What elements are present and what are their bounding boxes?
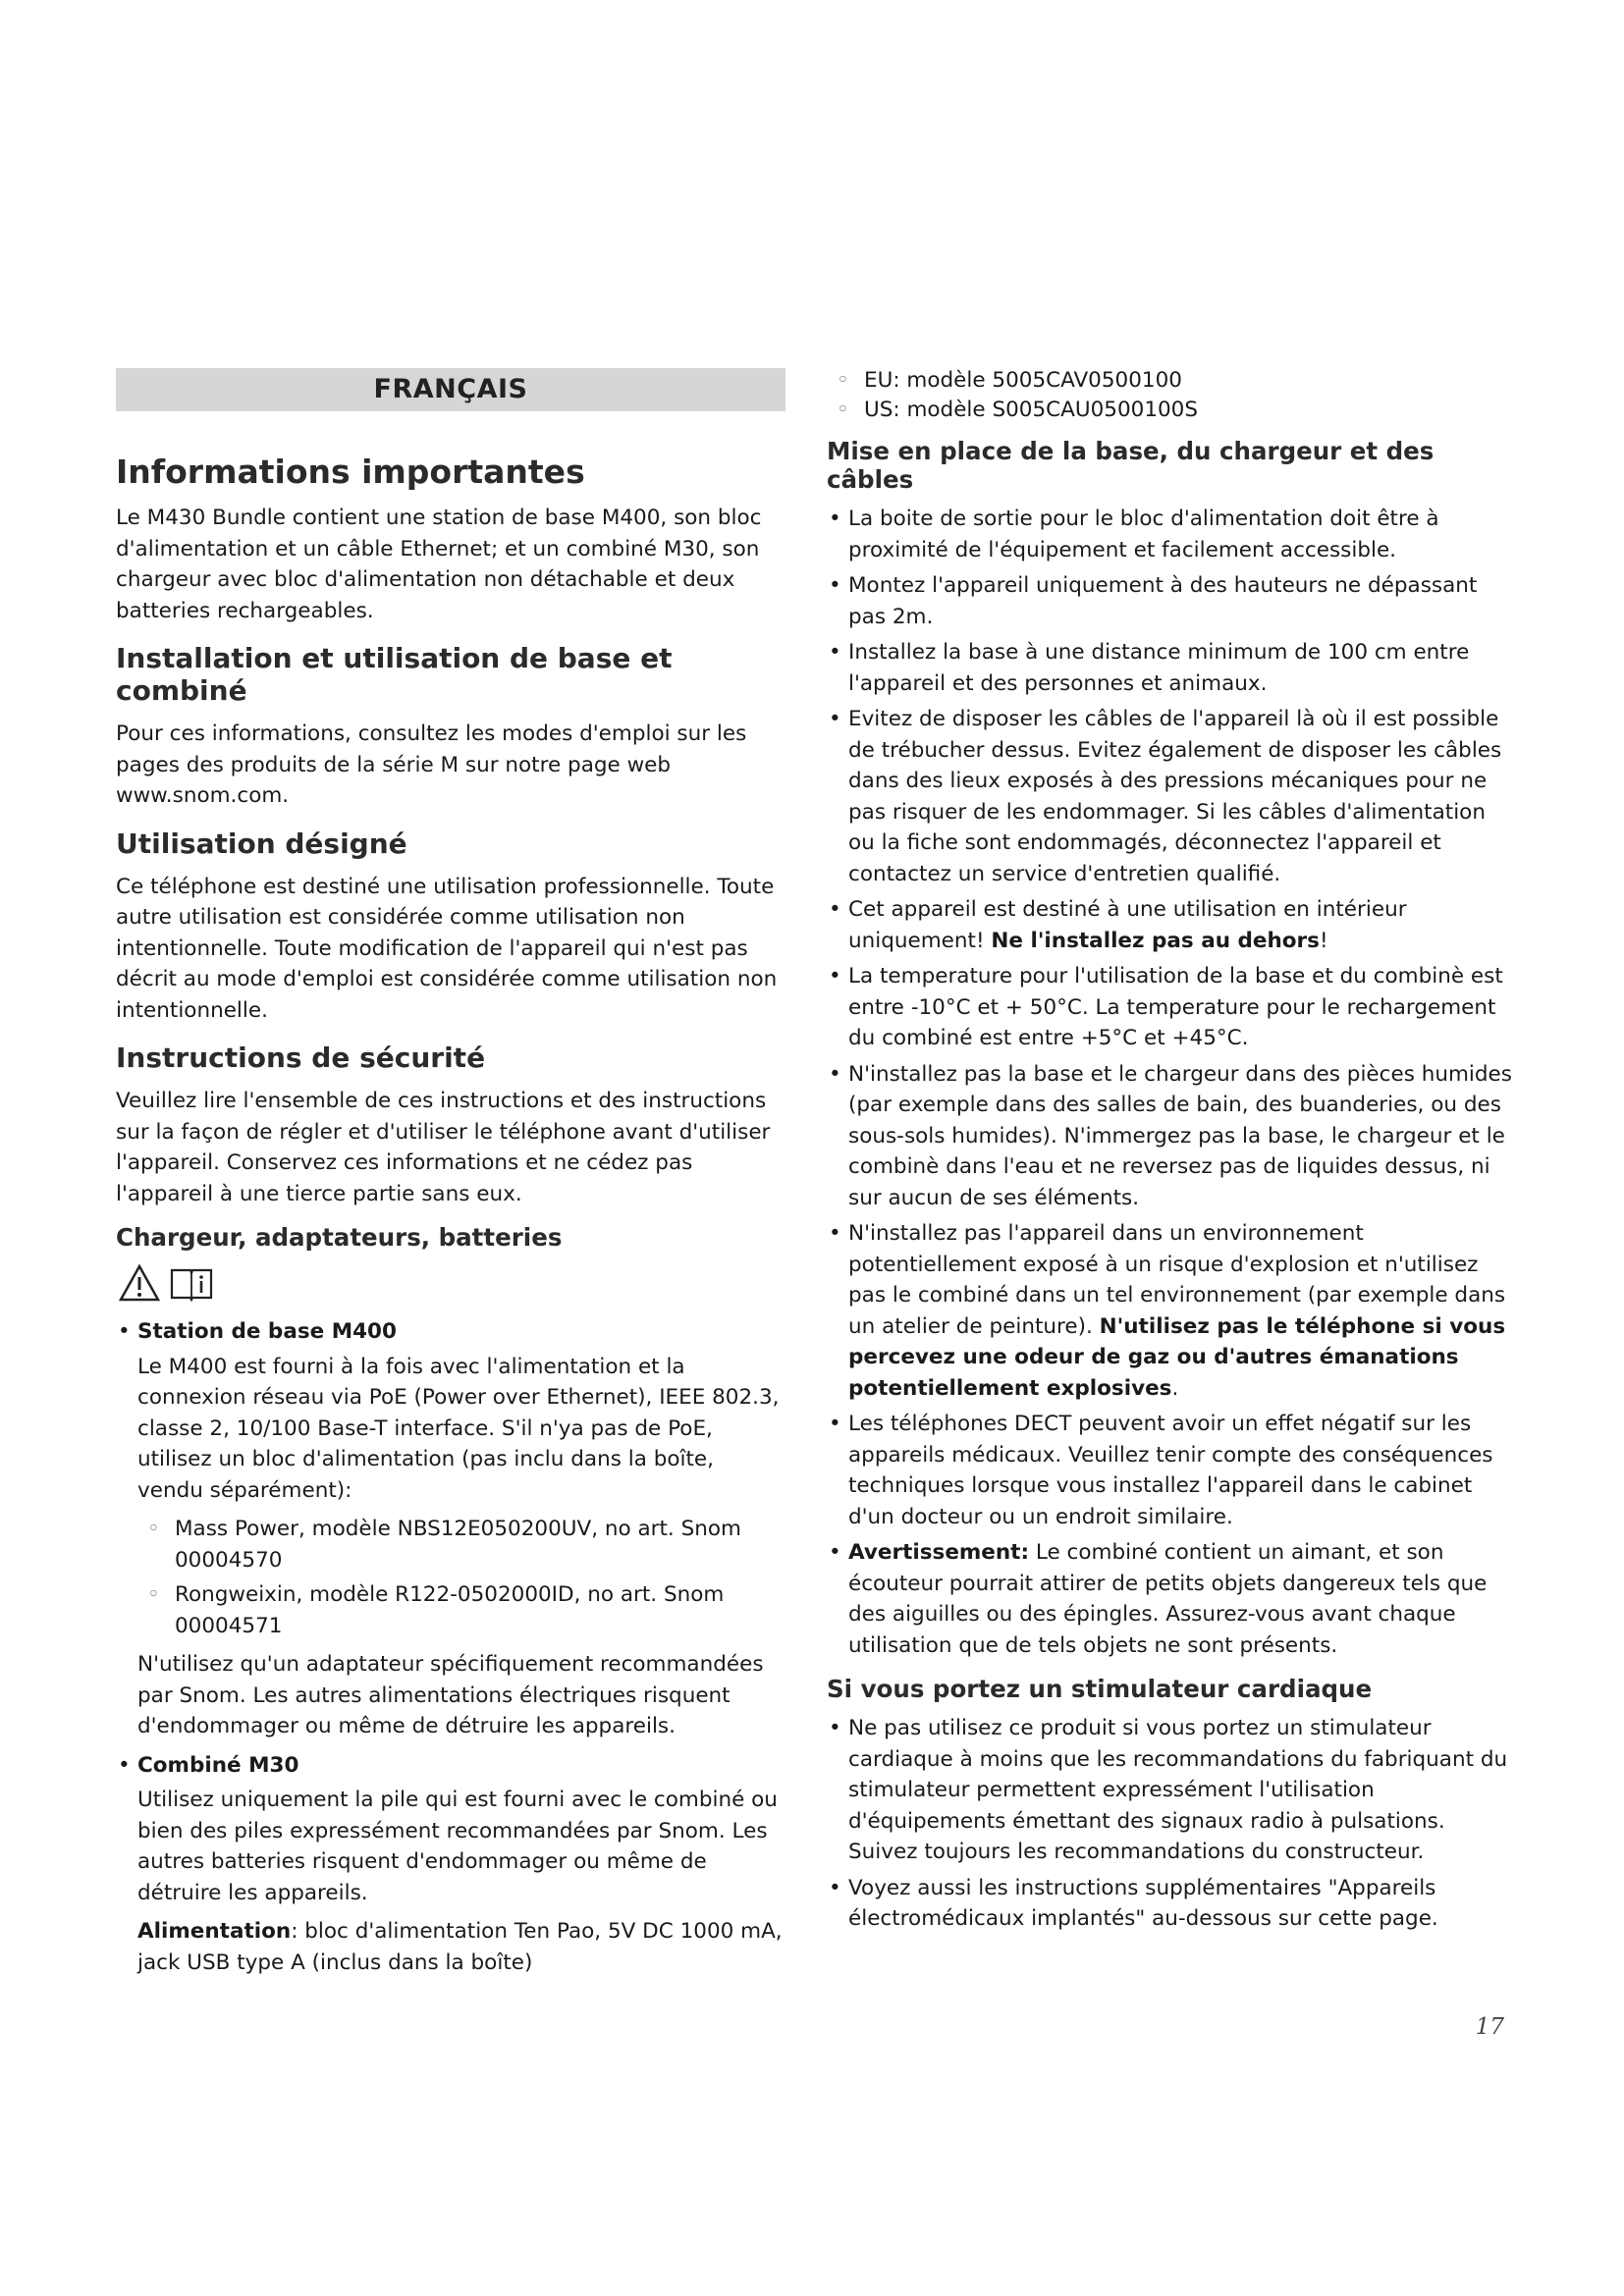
pacemaker-item-2: • Voyez aussi les instructions supplémentaires "Appareils électromédicaux implantés" au-dessous sur cette page. xyxy=(827,1873,1514,1935)
paragraph-important-info: Le M430 Bundle contient une station de base M400, son bloc d'alimentation et un câble Ethernet; et un combiné M30, son chargeur avec bloc d'alimentation non détachable et deux batteries rechargeables. xyxy=(116,506,762,623)
power-supply-label: Alimentation xyxy=(137,1919,292,1944)
station-text: Le M400 est fourni à la fois avec l'alimentation et la connexion réseau via PoE (Power over Ethernet), IEEE 802.3, classe 2, 10/100 Base-T interface. S'il n'ya pas de PoE, utilisez un bloc d'alimentation (pas inclu dans la boîte, vendu séparément): xyxy=(137,1354,780,1503)
station-warning: N'utilisez qu'un adaptateur spécifiquement recommandées par Snom. Les autres alimentations électriques risquent d'endommager ou même de détruire les appareils. xyxy=(137,1652,764,1738)
setup-item-3: • Installez la base à une distance minimum de 100 cm entre l'appareil et des personnes et animaux. xyxy=(827,637,1514,699)
heading-charger: Chargeur, adaptateurs, batteries xyxy=(116,1223,563,1252)
handset-text: Utilisez uniquement la pile qui est fourni avec le combiné ou bien des piles expressément recommandées par Snom. Les autres batteries risquent d'endommager ou même de détruire les appareils. xyxy=(137,1788,778,1905)
paragraph-installation: Pour ces informations, consultez les modes d'emploi sur les pages des produits de la série M sur notre page web www.snom.com. xyxy=(116,721,747,808)
left-column xyxy=(116,368,785,1986)
heading-intended-use: Utilisation désigné xyxy=(116,827,407,860)
language-header: FRANÇAIS xyxy=(116,368,785,411)
setup-item-8-text: N'installez pas l'appareil dans un environnement potentiellement exposé à un risque d'explosion et n'utilisez pas le combiné dans un tel environnement (par exemple dans un atelier de peinture). xyxy=(848,1221,1506,1339)
setup-item-4: • Evitez de disposer les câbles de l'appareil là où il est possible de trébucher dessus. Evitez également de disposer les câbles dans des lieux exposés à des pressions mécaniques pour ne pas risquer de les endommager. Si les câbles d'alimentation ou la fiche sont endommagés, déconnectez l'appareil et contactez un service d'entretien qualifié. xyxy=(827,704,1514,889)
heading-setup: Mise en place de la base, du chargeur et des câbles xyxy=(827,437,1435,494)
setup-item-5-bold: Ne l'installez pas au dehors xyxy=(991,928,1320,953)
setup-item-8 xyxy=(827,1218,1514,1404)
heading-important-info: Informations importantes xyxy=(116,453,585,491)
paragraph-intended-use: Ce téléphone est destiné une utilisation professionnelle. Toute autre utilisation est considérée comme utilisation non intentionnelle. Toute modification de l'appareil qui n'est pas décrit au mode d'emploi est considérée comme utilisation non intentionnelle. xyxy=(116,874,778,1023)
station-title: Station de base M400 xyxy=(137,1319,397,1344)
manual-icon xyxy=(169,1264,214,1302)
pacemaker-item-1: • Ne pas utilisez ce produit si vous portez un stimulateur cardiaque à moins que les recommandations du fabriquant du stimulateur permettent expressément l'utilisation d'équipements émettant des signaux radio à pulsations. Suivez toujours les recommandations du constructeur. xyxy=(827,1713,1514,1868)
setup-item-7: • N'installez pas la base et le chargeur dans des pièces humides (par exemple dans des salles de bain, des buanderies, ou des sous-sols humides). N'immergez pas la base, le chargeur et le combinè dans l'eau et ne reversez pas de liquides dessus, ni sur aucun de ses éléments. xyxy=(827,1059,1514,1214)
list-item-station xyxy=(116,1316,785,1742)
handset-title: Combiné M30 xyxy=(137,1752,299,1778)
warning-icon xyxy=(118,1263,161,1303)
setup-item-10 xyxy=(827,1537,1514,1661)
page-number: 17 xyxy=(1475,2014,1504,2040)
heading-safety: Instructions de sécurité xyxy=(116,1041,486,1074)
power-supply-text xyxy=(137,1916,785,1978)
setup-item-8-end: . xyxy=(1171,1375,1179,1401)
setup-item-2: • Montez l'appareil uniquement à des hauteurs ne dépassant pas 2m. xyxy=(827,570,1514,632)
paragraph-safety: Veuillez lire l'ensemble de ces instructions et des instructions sur la façon de régler et d'utiliser le téléphone avant d'utiliser l'appareil. Conservez ces informations et ne cédez pas l'appareil à une tierce partie sans eux. xyxy=(116,1089,771,1206)
warning-text: Le combiné contient un aimant, et son écouteur pourrait attirer de petits objets dangereux tels que des aiguilles ou des épingles. Assurez-vous avant chaque utilisation que de tels objets ne sont présents. xyxy=(848,1540,1488,1658)
safety-icons xyxy=(118,1261,785,1305)
right-column xyxy=(827,366,1514,1940)
setup-item-6: • La temperature pour l'utilisation de la base et du combinè est entre -10°C et + 50°C. La temperature pour le rechargement du combiné est entre +5°C et +45°C. xyxy=(827,961,1514,1054)
power-supply-value: : bloc d'alimentation Ten Pao, 5V DC 1000 mA, jack USB type A (inclus dans la boîte) xyxy=(137,1919,783,1975)
setup-item-1: • La boite de sortie pour le bloc d'alimentation doit être à proximité de l'équipement et facilement accessible. xyxy=(827,504,1514,565)
setup-item-8-bold: N'utilisez pas le téléphone si vous percevez une odeur de gaz ou d'autres émanations potentiellement explosives xyxy=(848,1313,1506,1401)
us-model: ◦ US: modèle S005CAU0500100S xyxy=(827,396,1514,425)
warning-label: Avertissement: xyxy=(848,1540,1030,1565)
psu-option-2: ◦ Rongweixin, modèle R122-0502000ID, no art. Snom 00004571 xyxy=(137,1579,785,1641)
setup-item-5-text: Cet appareil est destiné à une utilisation en intérieur uniquement! xyxy=(848,897,1407,953)
psu-option-1: ◦ Mass Power, modèle NBS12E050200UV, no art. Snom 00004570 xyxy=(137,1514,785,1575)
setup-item-5 xyxy=(827,894,1514,956)
heading-pacemaker: Si vous portez un stimulateur cardiaque xyxy=(827,1675,1373,1703)
eu-model: ◦ EU: modèle 5005CAV0500100 xyxy=(827,366,1514,396)
setup-item-9: • Les téléphones DECT peuvent avoir un effet négatif sur les appareils médicaux. Veuillez tenir compte des conséquences techniques lorsque vous installez l'appareil dans le cabinet d'un docteur ou un endroit similaire. xyxy=(827,1409,1514,1532)
setup-item-5-end: ! xyxy=(1319,928,1328,953)
heading-installation: Installation et utilisation de base et combiné xyxy=(116,642,673,707)
list-item-handset xyxy=(116,1750,785,1979)
